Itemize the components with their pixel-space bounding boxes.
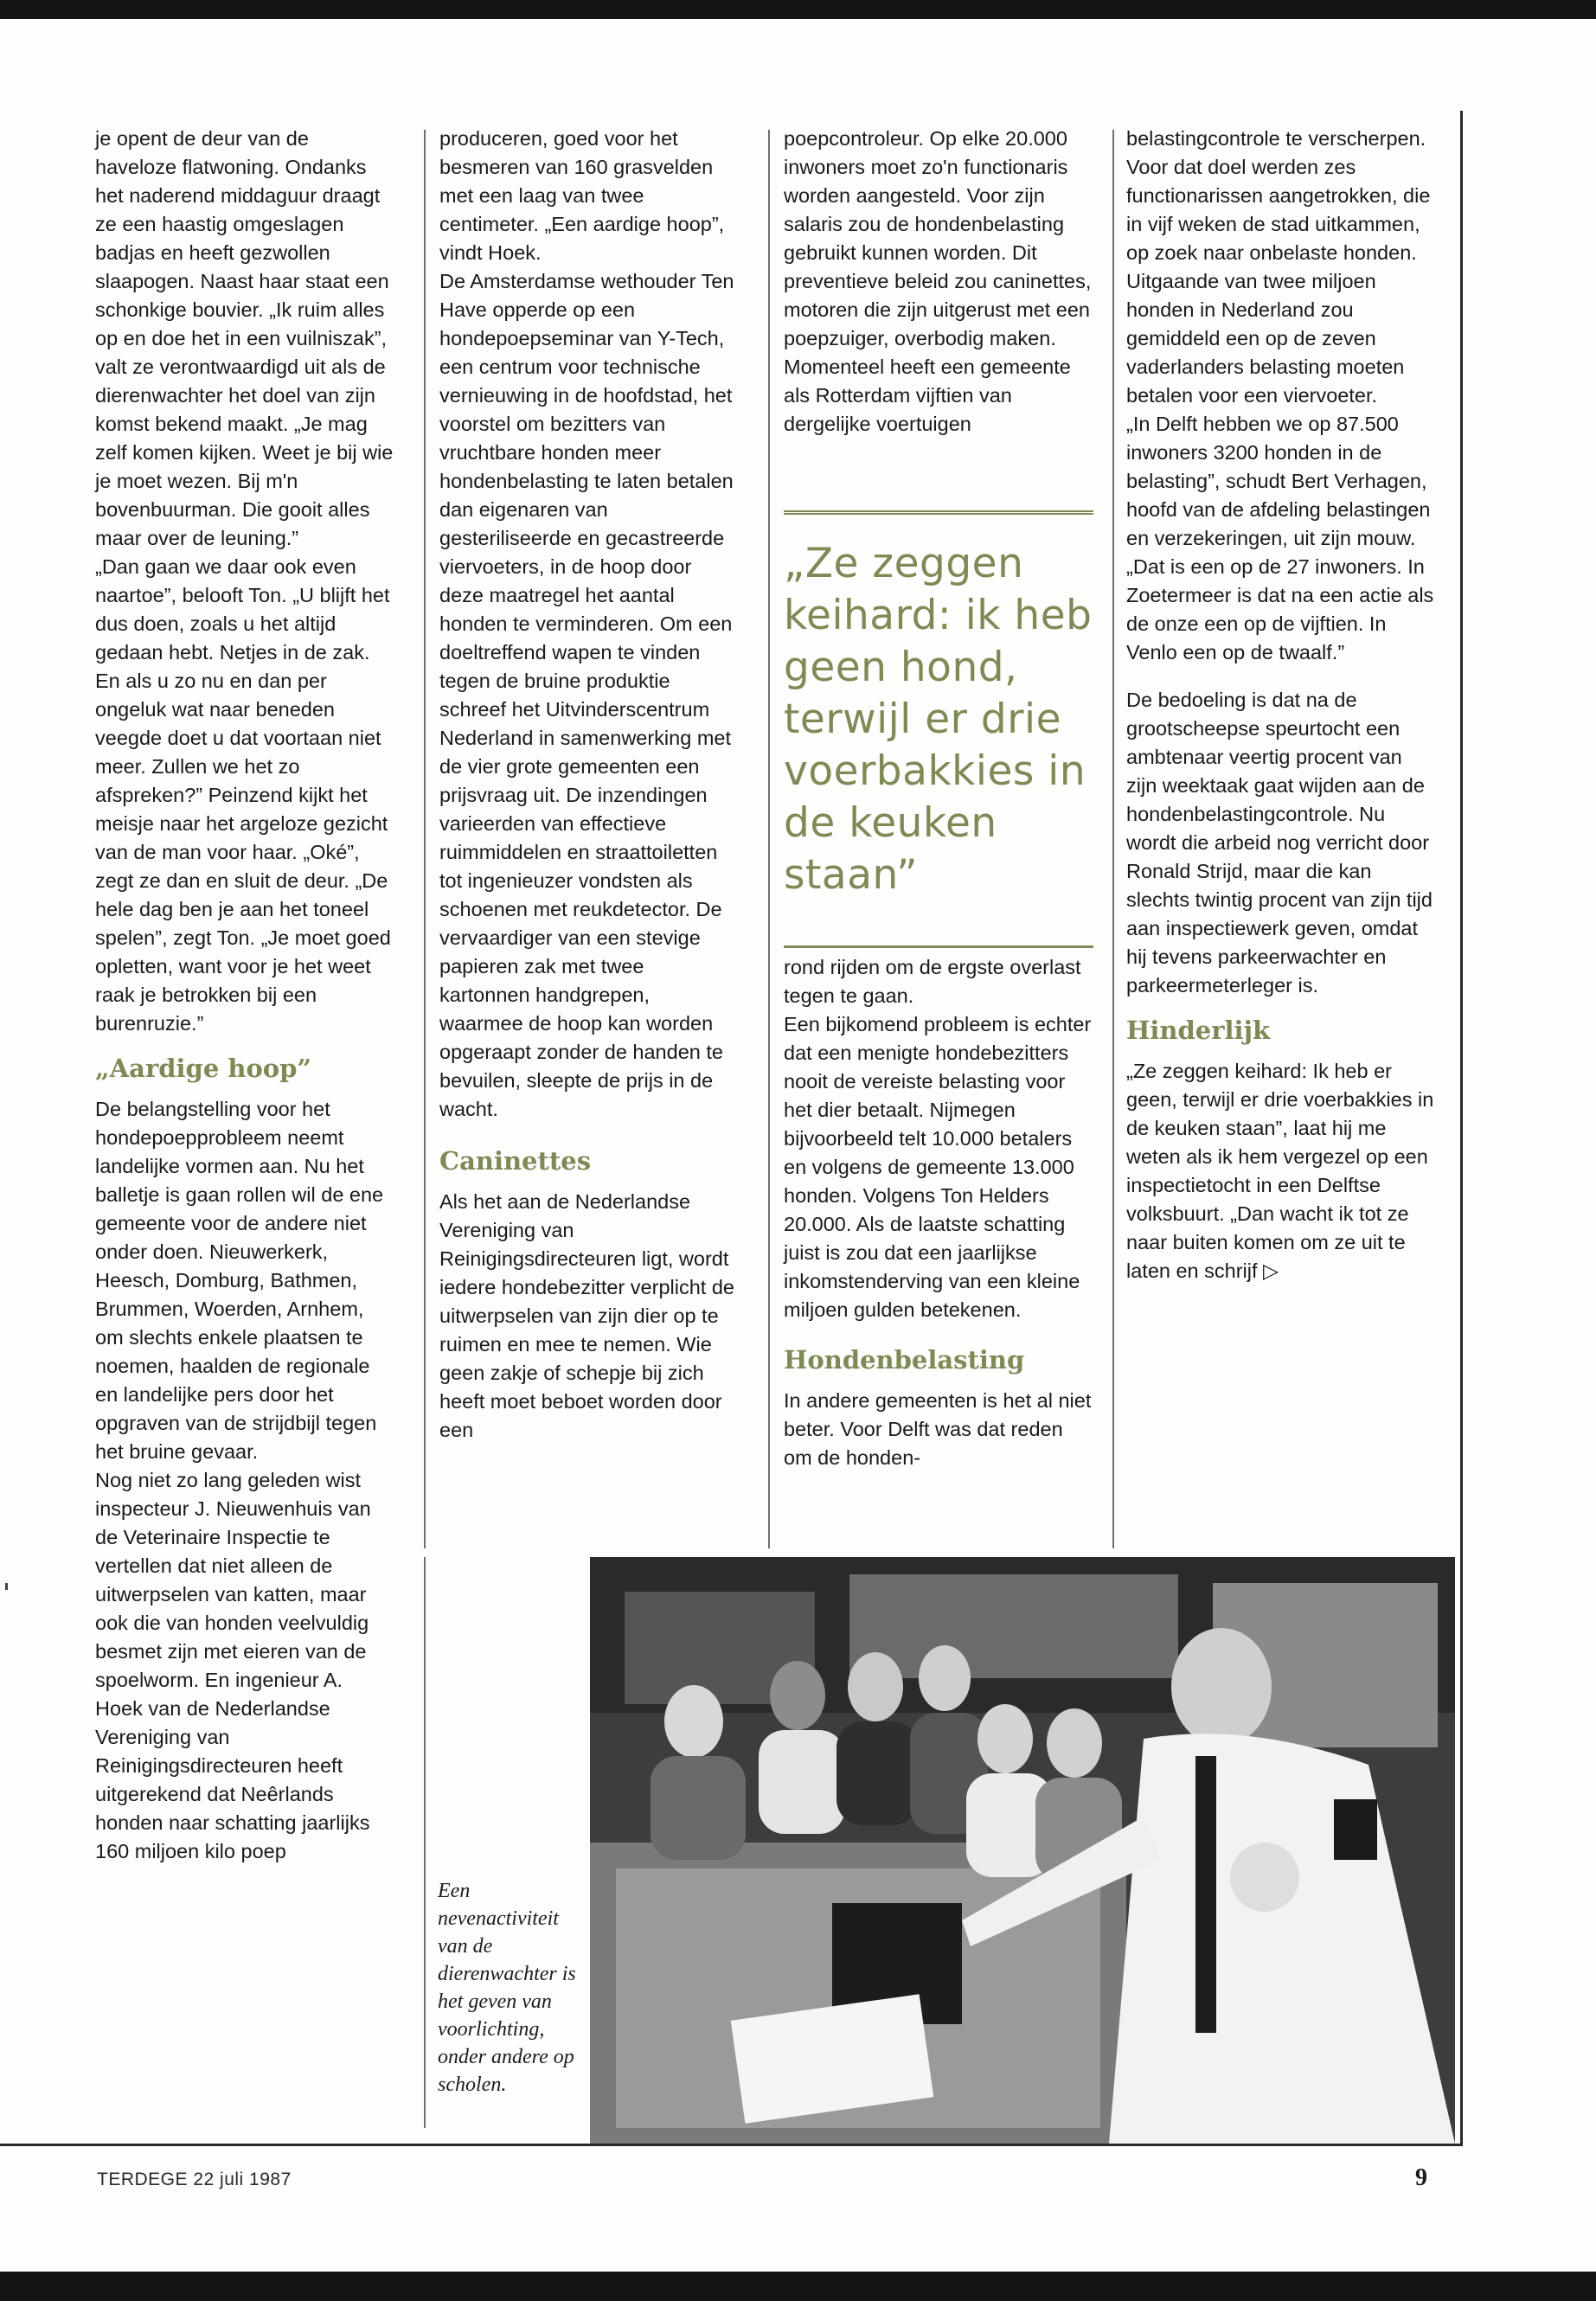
paragraph: De Amsterdamse wethouder Ten Have opperde op een hondepoepseminar van Y-Tech, een centrum voor technische vernieuwing in de hoofdstad, het voorstel om bezitters van vruchtbare honden meer hondenbelasting te laten betalen dan eigenaren van gesteriliseerde en gecastreerde viervoeters, in de hoop door deze maatregel het aantal honden te verminderen. Om een doeltreffend wapen te vinden tegen de bruine produktie schreef het Uitvinderscentrum Nederland in samenwerking met de vier grote gemeenten een prijsvraag uit. De inzendingen varieerden van effectieve ruimmiddelen en straattoiletten tot ingenieuzer vondsten als schoenen met reukdetector. De vervaardiger van een stevige papieren zak met twee kartonnen handgrepen, waarmee de hoop kan worden opgeraapt zonder de handen te bevuilen, sleepte de prijs in de wacht.: [439, 270, 734, 1120]
column-rule: [768, 130, 770, 1548]
article-column-2: [439, 125, 738, 1445]
scan-top-edge: [0, 0, 1596, 19]
section-heading: Caninettes: [439, 1146, 592, 1176]
paragraph: De bedoeling is dat na de grootscheepse speurtocht een ambtenaar veertig procent van zijn weektaak gaat wijden aan de hondenbelastingcontrole. Nu wordt die arbeid nog verricht door Ronald Strijd, maar die kan slechts twintig procent van zijn tijd aan inspectiewerk geven, omdat hij tevens parkeerwachter en parkeermeterleger is.: [1126, 689, 1433, 997]
paragraph: je opent de deur van de haveloze flatwoning. Ondanks het naderend middaguur draagt ze een haastig omgeslagen badjas en heeft gezwollen slaapogen. Naast haar staat een schonkige bouvier. „Ik ruim alles op en doe het in een vuilniszak”, valt ze verontwaardigd uit als de dierenwachter het doel van zijn komst bekend maakt. „Je mag zelf komen kijken. Weet je bij wie je moet wezen. Bij m'n bovenbuurman. Die gooit alles maar over de leuning.”: [95, 127, 394, 549]
paragraph: poepcontroleur. Op elke 20.000 inwoners moet zo'n functionaris worden aangesteld. Voor zijn salaris zou de hondenbelasting gebruikt kunnen worden. Dit preventieve beleid zou caninettes, motoren die zijn uitgerust met een poepzuiger, overbodig maken. Momenteel heeft een gemeente als Rotterdam vijftien van dergelijke voertuigen: [784, 127, 1092, 435]
paragraph: „Dan gaan we daar ook even naartoe”, belooft Ton. „U blijft het dus doen, zoals u het altijd gedaan hebt. Netjes in de zak. En als u zo nu en dan per ongeluk wat naar beneden veegde doet u dat voortaan niet meer. Zullen we het zo afspreken?” Peinzend kijkt het meisje naar het argeloze gezicht van de man voor haar. „Oké”, zegt ze dan en sluit de deur. „De hele dag ben je aan het toneel spelen”, zegt Ton. „Je moet goed opletten, want voor je het weet raak je betrokken bij een burenruzie.”: [95, 555, 391, 1035]
paragraph: Een bijkomend probleem is echter dat een menigte hondebezitters nooit de vereiste belasting voor het dier betaalt. Nijmegen bijvoorbeeld telt 10.000 betalers en volgens de gemeente 13.000 honden. Volgens Ton Helders 20.000. Als de laatste schatting juist is zou dat een jaarlijkse inkomstenderving van een kleine miljoen gulden betekenen.: [784, 1013, 1092, 1321]
photo-caption: Een nevenactiviteit van de dierenwachter is het geven van voorlichting, onder andere op scholen.: [438, 1880, 576, 2096]
paragraph: Als het aan de Nederlandse Vereniging van Reinigingsdirecteuren ligt, wordt iedere hondebezitter verplicht de uitwerpselen van zijn dier op te ruimen en mee te nemen. Wie geen zakje of schepje bij zich heeft moet beboet worden door een: [439, 1190, 734, 1441]
column-rule: [424, 130, 426, 1548]
photo-illustration: [590, 1557, 1455, 2144]
column-rule: [424, 1557, 426, 2128]
paragraph: „In Delft hebben we op 87.500 inwoners 3200 honden in de belasting”, schudt Bert Verhagen, hoofd van de afdeling belastingen en verzekeringen, uit zijn mouw. „Dat is een op de 27 inwoners. In Zoetermeer is dat na een actie als de onze een op de vijftien. In Venlo een op de twaalf.”: [1126, 413, 1434, 663]
section-heading: „Aardige hoop”: [95, 1054, 312, 1083]
paragraph: rond rijden om de ergste overlast tegen te gaan.: [784, 956, 1081, 1007]
article-column-3-bottom: [784, 953, 1095, 1472]
paragraph: „Ze zeggen keihard: Ik heb er geen, terwijl er drie voerbakkies in de keuken staan”, laat hij me weten als ik hem vergezel op een inspectietocht in een Delftse volksbuurt. „Dan wacht ik tot ze naar buiten komen om ze uit te laten en schrijf ▷: [1126, 1060, 1434, 1282]
pullquote: „Ze zeggen keihard: ik heb geen hond, terwijl er drie voerbakkies in de keuken staan”: [784, 540, 1093, 899]
paragraph: Nog niet zo lang geleden wist inspecteur J. Nieuwenhuis van de Veterinaire Inspectie te vertellen dat niet alleen de uitwerpselen van katten, maar ook die van honden veelvuldig besmet zijn met eieren van de spoelworm. En ingenieur A. Hoek van de Nederlandse Vereniging van Reinigingsdirecteuren heeft uitgerekend dat Neêrlands honden naar schatting jaarlijks 160 miljoen kilo poep: [95, 1469, 371, 1862]
paragraph: De belangstelling voor het hondepoepprobleem neemt landelijke vormen aan. Nu het balletje is gaan rollen wil de ene gemeente voor de andere niet onder doen. Nieuwerkerk, Heesch, Domburg, Bathmen, Brummen, Woerden, Arnhem, om slechts enkele plaatsen te noemen, haalden de regionale en landelijke pers door het opgraven van de strijdbijl tegen het bruine gevaar.: [95, 1098, 384, 1463]
classroom-photo: [590, 1557, 1455, 2144]
article-column-1: [95, 125, 394, 1866]
page-number: 9: [1415, 2164, 1427, 2191]
publication-footer: TERDEGE 22 juli 1987: [97, 2170, 292, 2189]
paragraph: belastingcontrole te verscherpen. Voor dat doel werden zes functionarissen aangetrokken, die in vijf weken de stad uitkammen, op zoek naar onbelaste honden. Uitgaande van twee miljoen honden in Nederland zou gemiddeld een op de zeven vaderlanders belasting moeten betalen voor een viervoeter.: [1126, 127, 1431, 407]
scan-speck: [5, 1583, 8, 1590]
article-column-3-top: [784, 125, 1095, 439]
article-column-4: [1126, 125, 1438, 1285]
section-heading: Hondenbelasting: [784, 1345, 1025, 1375]
column-rule: [1112, 130, 1114, 1548]
paragraph: In andere gemeenten is het al niet beter. Voor Delft was dat reden om de honden-: [784, 1389, 1092, 1469]
paragraph: produceren, goed voor het besmeren van 160 grasvelden met een laag van twee centimeter. „Een aardige hoop”, vindt Hoek.: [439, 127, 725, 264]
section-heading: Hinderlijk: [1126, 1016, 1271, 1045]
scan-bottom-edge: [0, 2272, 1596, 2301]
